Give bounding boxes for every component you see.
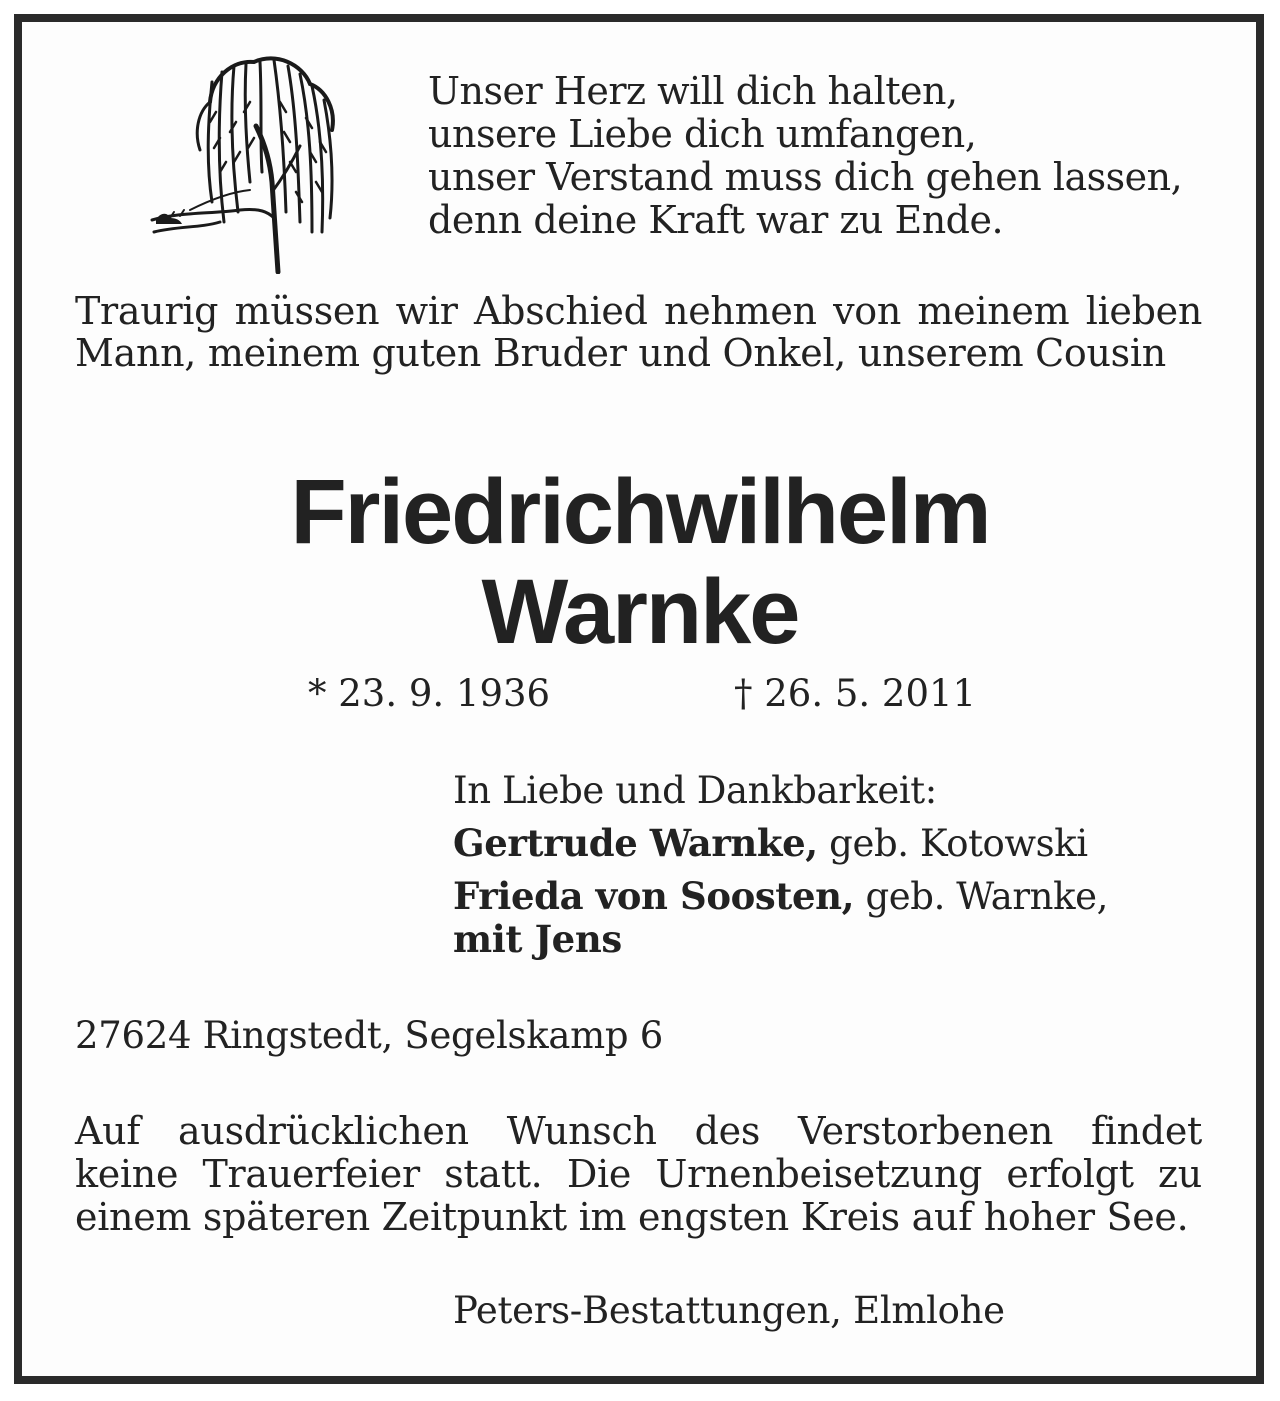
wish-word: Wunsch [506, 1109, 657, 1153]
address: 27624 Ringstedt, Segelskamp 6 [75, 1014, 663, 1057]
wish-line [75, 1110, 1202, 1153]
mourner-note: geb. Kotowski [829, 822, 1088, 865]
poem-line: Unser Herz will dich halten, [428, 69, 958, 113]
mourner-name: Gertrude Warnke, [453, 821, 818, 865]
wish-word: ausdrücklichen [178, 1109, 469, 1153]
deceased-first-name: Friedrichwilhelm [290, 461, 990, 563]
wish-word: statt. [444, 1152, 543, 1196]
poem-line: unser Verstand muss dich gehen lassen, [428, 155, 1183, 199]
wish-word: Auf [75, 1109, 141, 1153]
wish-word: erfolgt [1006, 1152, 1134, 1196]
wish-word: Verstorbenen [797, 1109, 1054, 1153]
wish-line [75, 1153, 1202, 1196]
wish-word: Die [566, 1152, 632, 1196]
poem [428, 70, 1182, 242]
wish-word: zu [1158, 1152, 1202, 1196]
undertaker: Peters-Bestattungen, Elmlohe [453, 1289, 1005, 1332]
wish-word: Trauerfeier [202, 1152, 420, 1196]
poem-line: denn deine Kraft war zu Ende. [428, 198, 1004, 242]
wish-word: Urnenbeisetzung [655, 1152, 983, 1196]
intro-text: Traurig müssen wir Abschied nehmen von meinem lieben Mann, meinem guten Bruder und Onkel, unserem Cousin [75, 289, 1202, 375]
death-date: † 26. 5. 2011 [734, 672, 977, 715]
mourner-entry [453, 822, 1108, 865]
deceased-last-name: Warnke [481, 561, 799, 663]
mourner-name: Frieda von Soosten, [453, 874, 855, 918]
weeping-willow-icon [150, 42, 350, 274]
deceased-name [0, 462, 1280, 662]
mourner-note: geb. Warnke, [865, 875, 1108, 918]
wish-line: einem späteren Zeitpunkt im engsten Kreis auf hoher See. [75, 1195, 1189, 1239]
wish-text [75, 1110, 1202, 1239]
mourner-extra [453, 918, 1108, 961]
wish-word: findet [1091, 1109, 1202, 1153]
mourner-extra-name: mit Jens [453, 917, 622, 961]
poem-line: unsere Liebe dich umfangen, [428, 112, 977, 156]
mourners-heading: In Liebe und Dankbarkeit: [453, 769, 937, 812]
birth-date: * 23. 9. 1936 [308, 672, 551, 715]
wish-word: keine [75, 1152, 179, 1196]
mourners-block [453, 770, 1108, 961]
wish-word: des [694, 1109, 761, 1153]
mourner-entry [453, 875, 1108, 918]
